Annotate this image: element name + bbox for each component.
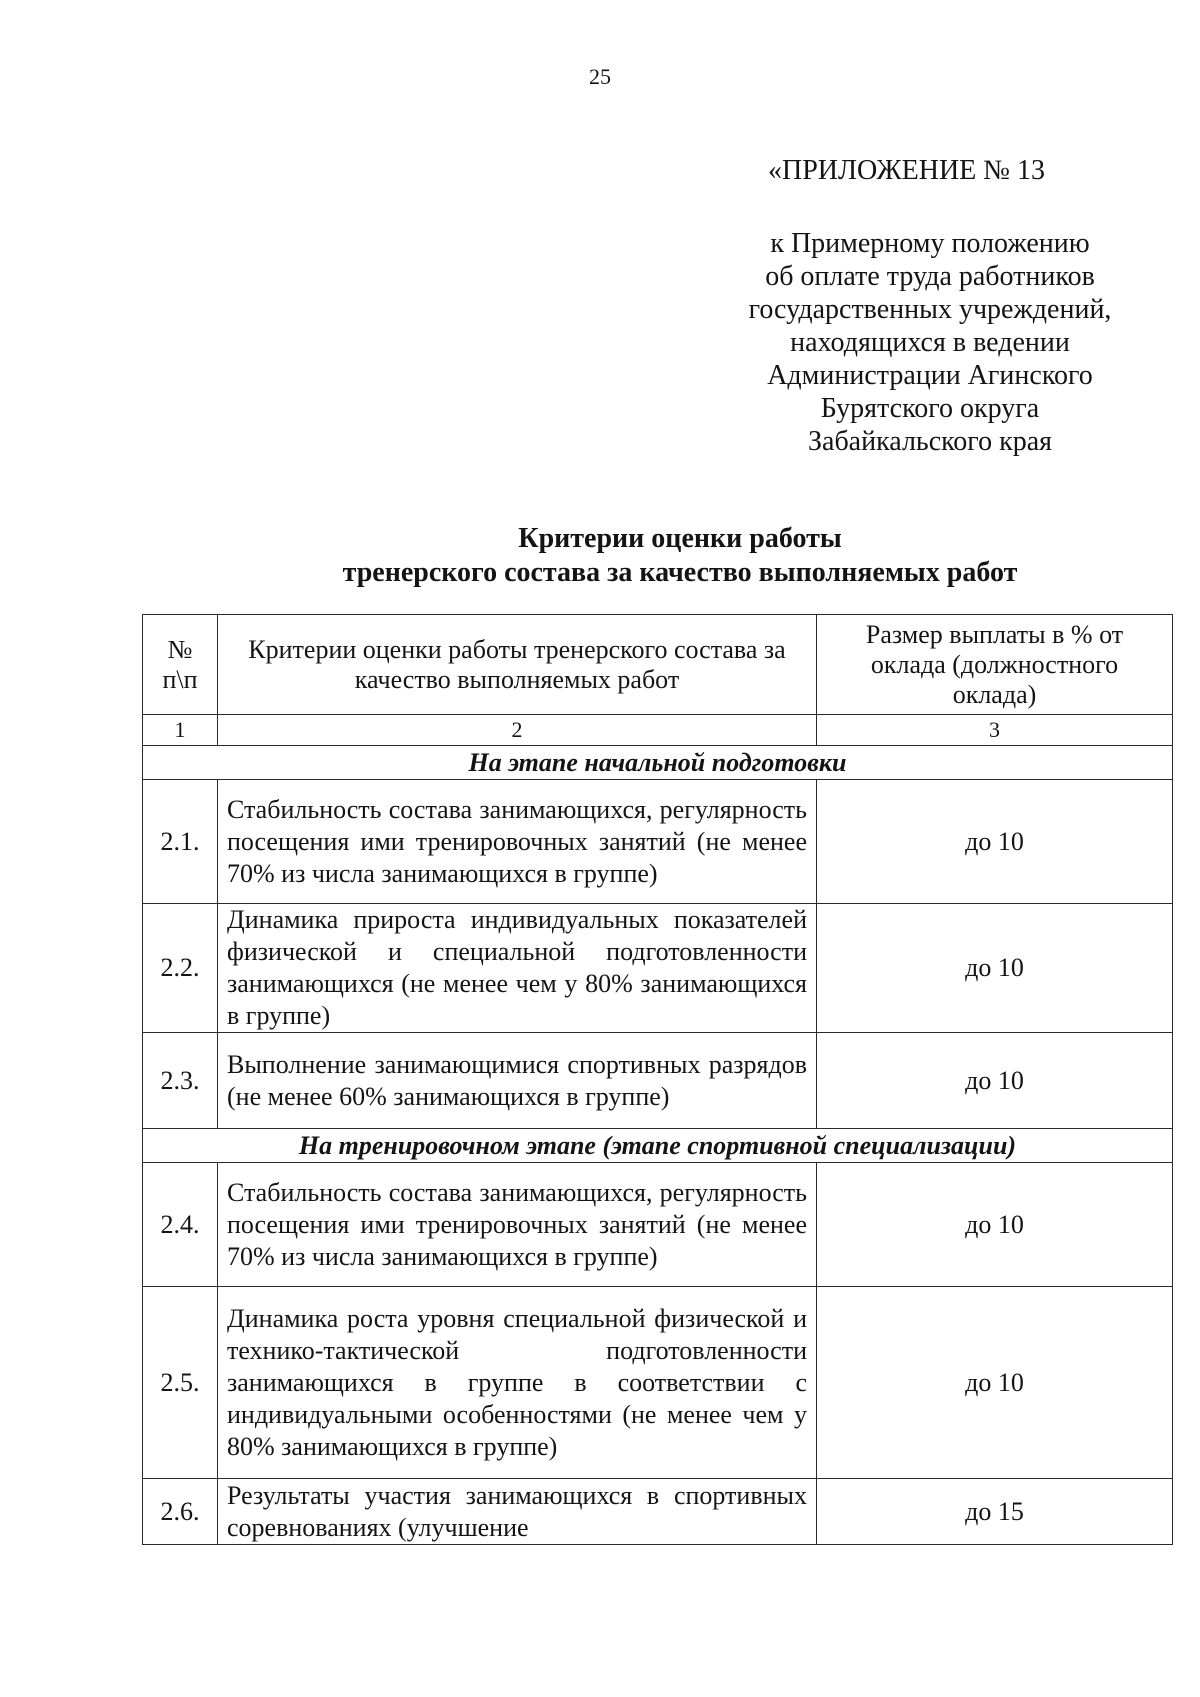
table-row	[143, 1479, 1173, 1545]
row-number: 2.4.	[143, 1163, 218, 1287]
appendix-block	[730, 155, 1130, 458]
appendix-line: государственных учреждений,	[748, 294, 1112, 325]
page-number: 25	[589, 64, 611, 89]
column-number: 1	[143, 715, 218, 746]
row-criterion: Выполнение занимающимися спортивных разрядов (не менее 60% занимающихся в группе)	[218, 1033, 817, 1129]
appendix-line: к Примерному положению	[770, 228, 1090, 259]
row-amount: до 10	[817, 1163, 1173, 1287]
row-amount: до 15	[817, 1479, 1173, 1545]
section-row	[143, 1129, 1173, 1163]
column-number-row	[143, 715, 1173, 746]
row-amount: до 10	[817, 904, 1173, 1033]
row-amount: до 10	[817, 780, 1173, 904]
row-number: 2.3.	[143, 1033, 218, 1129]
row-number: 2.2.	[143, 904, 218, 1033]
appendix-line: Забайкальского края	[807, 426, 1052, 457]
row-amount: до 10	[817, 1033, 1173, 1129]
table-row	[143, 1033, 1173, 1129]
row-criterion: Динамика прироста индивидуальных показателей физической и специальной подготовленности занимающихся (не менее чем у 80% занимающихся в группе)	[218, 904, 817, 1033]
row-number: 2.5.	[143, 1287, 218, 1479]
table-row	[143, 780, 1173, 904]
column-number: 2	[218, 715, 817, 746]
appendix-title: «ПРИЛОЖЕНИЕ № 13	[768, 155, 1045, 186]
table-header-row	[143, 615, 1173, 715]
section-title: На тренировочном этапе (этапе спортивной специализации)	[143, 1129, 1173, 1163]
row-criterion: Результаты участия занимающихся в спортивных соревнованиях (улучшение	[218, 1479, 817, 1545]
row-criterion: Динамика роста уровня специальной физической и технико-тактической подготовленности занимающихся в группе в соответствии с индивидуальными особенностями (не менее чем у 80% занимающихся в группе)	[218, 1287, 817, 1479]
section-row	[143, 746, 1173, 780]
header-cell-criteria: Критерии оценки работы тренерского состава за качество выполняемых работ	[218, 615, 817, 715]
criteria-table	[142, 614, 1173, 1545]
appendix-line: Администрации Агинского	[767, 360, 1093, 391]
appendix-line: находящихся в ведении	[790, 327, 1070, 358]
appendix-line: об оплате труда работников	[765, 261, 1095, 292]
document-title-line: Критерии оценки работы	[518, 523, 842, 554]
table-row	[143, 1163, 1173, 1287]
document-title-line: тренерского состава за качество выполняемых работ	[342, 557, 1018, 588]
row-number: 2.6.	[143, 1479, 218, 1545]
row-criterion: Стабильность состава занимающихся, регулярность посещения ими тренировочных занятий (не менее 70% из числа занимающихся в группе)	[218, 780, 817, 904]
header-cell-amount: Размер выплаты в % от оклада (должностного оклада)	[817, 615, 1173, 715]
row-amount: до 10	[817, 1287, 1173, 1479]
header-cell-number: № п\п	[143, 615, 218, 715]
column-number: 3	[817, 715, 1173, 746]
section-title: На этапе начальной подготовки	[143, 746, 1173, 780]
table-row	[143, 904, 1173, 1033]
row-criterion: Стабильность состава занимающихся, регулярность посещения ими тренировочных занятий (не менее 70% из числа занимающихся в группе)	[218, 1163, 817, 1287]
document-title	[130, 522, 1200, 590]
table-row	[143, 1287, 1173, 1479]
appendix-lines	[730, 227, 1130, 458]
appendix-line: Бурятского округа	[820, 393, 1040, 424]
row-number: 2.1.	[143, 780, 218, 904]
